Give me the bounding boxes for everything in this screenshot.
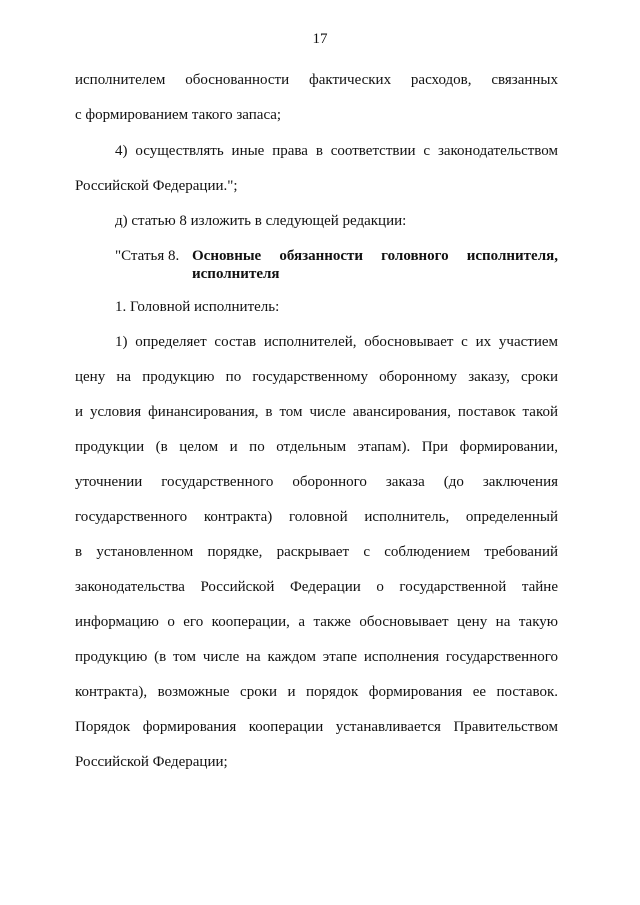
article-title-line: исполнителя xyxy=(192,266,280,282)
paragraph-line: контракта), возможные сроки и порядок формирования ее поставок. xyxy=(75,684,558,700)
paragraph-line: 4) осуществлять иные права в соответствии с законодательством xyxy=(115,143,558,159)
article-label: "Статья 8. xyxy=(115,248,180,264)
article-title-line: Основные обязанности головного исполнителя, xyxy=(192,248,558,264)
paragraph-line: и условия финансирования, в том числе авансирования, поставок такой xyxy=(75,404,558,420)
paragraph-line: информацию о его кооперации, а также обосновывает цену на такую xyxy=(75,614,558,630)
paragraph-line: Российской Федерации; xyxy=(75,754,228,770)
paragraph-line: исполнителем обоснованности фактических расходов, связанных xyxy=(75,72,558,88)
paragraph-line: в установленном порядке, раскрывает с соблюдением требований xyxy=(75,544,558,560)
paragraph-line: законодательства Российской Федерации о государственной тайне xyxy=(75,579,558,595)
paragraph-line: Российской Федерации."; xyxy=(75,178,238,194)
article-title xyxy=(192,247,558,283)
paragraph-line: цену на продукцию по государственному оборонному заказу, сроки xyxy=(75,369,558,385)
paragraph-line: государственного контракта) головной исполнитель, определенный xyxy=(75,509,558,525)
paragraph-line: продукцию (в том числе на каждом этапе исполнения государственного xyxy=(75,649,558,665)
paragraph-line: д) статью 8 изложить в следующей редакции: xyxy=(115,213,407,229)
paragraph-line: продукции (в целом и по отдельным этапам). При формировании, xyxy=(75,439,558,455)
page-number: 17 xyxy=(312,31,328,47)
clause-heading: 1. Головной исполнитель: xyxy=(115,299,280,315)
paragraph-line: Порядок формирования кооперации устанавливается Правительством xyxy=(75,719,558,735)
paragraph-line: с формированием такого запаса; xyxy=(75,107,282,123)
paragraph-line: уточнении государственного оборонного заказа (до заключения xyxy=(75,474,558,490)
paragraph-line: 1) определяет состав исполнителей, обосновывает с их участием xyxy=(115,334,558,350)
